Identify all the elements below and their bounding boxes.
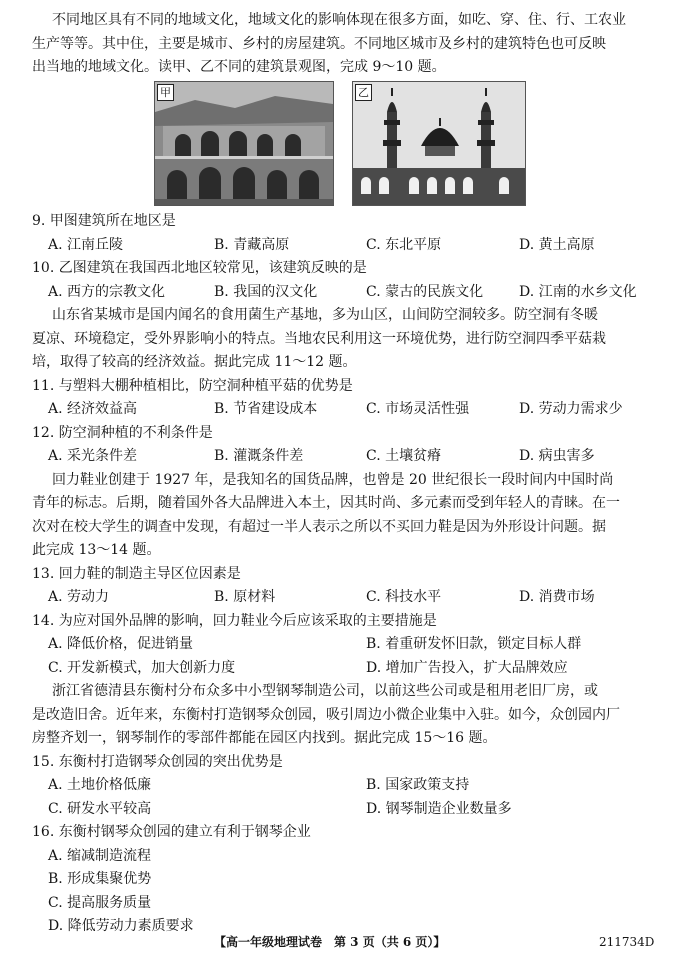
passage-2-line-3: 培，取得了较高的经济效益。据此完成 11～12 题。: [32, 354, 357, 370]
passage-4-line-3: 房整齐划一，钢琴制作的零部件都能在园区内找到。据此完成 15～16 题。: [32, 730, 497, 746]
question-15-option-d: D. 钢琴制造企业数量多: [366, 801, 512, 817]
intro-line-3: 出当地的地域文化。读甲、乙不同的建筑景观图，完成 9～10 题。: [32, 59, 446, 75]
question-10-stem: 10. 乙图建筑在我国西北地区较常见，该建筑反映的是: [32, 260, 367, 276]
figure-jia-cave-dwellings: [154, 81, 334, 206]
passage-3-line-3: 次对在校大学生的调查中发现，有超过一半人表示之所以不买回力鞋是因为外形设计问题。据: [32, 519, 606, 535]
question-16-option-b: B. 形成集聚优势: [48, 871, 152, 887]
passage-3-line-4: 此完成 13～14 题。: [32, 542, 161, 558]
question-11-stem: 11. 与塑料大棚种植相比，防空洞种植平菇的优势是: [32, 378, 353, 394]
question-15-option-a: A. 土地价格低廉: [48, 777, 152, 793]
question-9-stem: 9. 甲图建筑所在地区是: [32, 213, 176, 229]
question-13-option-d: D. 消费市场: [519, 589, 595, 605]
question-14-option-b: B. 着重研发怀旧款，锁定目标人群: [366, 636, 582, 652]
question-16-option-a: A. 缩减制造流程: [48, 848, 152, 864]
question-9-option-a: A. 江南丘陵: [48, 237, 124, 253]
question-14-option-d: D. 增加广告投入，扩大品牌效应: [366, 660, 568, 676]
mosque-photo: [353, 82, 525, 205]
page-footer-title: 【高一年级地理试卷 第 3 页（共 6 页）】: [214, 935, 446, 949]
question-13-option-b: B. 原材料: [214, 589, 276, 605]
question-10-option-d: D. 江南的水乡文化: [519, 284, 637, 300]
figure-yi-mosque: [352, 81, 526, 206]
question-12-stem: 12. 防空洞种植的不利条件是: [32, 425, 213, 441]
question-12-option-d: D. 病虫害多: [519, 448, 595, 464]
passage-4-line-2: 是改造旧舍。近年来，东衡村打造钢琴众创园，吸引周边小微企业集中入驻。如今，众创园内厂: [32, 707, 620, 723]
passage-2-line-2: 夏凉、环境稳定，受外界影响小的特点。当地农民利用这一环境优势，进行防空洞四季平菇栽: [32, 331, 606, 347]
question-16-stem: 16. 东衡村钢琴众创园的建立有利于钢琴企业: [32, 824, 311, 840]
figure-yi-label: 乙: [355, 84, 372, 101]
question-10-option-c: C. 蒙古的民族文化: [366, 284, 484, 300]
question-13-option-a: A. 劳动力: [48, 589, 110, 605]
question-13-stem: 13. 回力鞋的制造主导区位因素是: [32, 566, 241, 582]
question-11-option-a: A. 经济效益高: [48, 401, 138, 417]
page-footer-code: 211734D: [599, 935, 655, 949]
question-10-option-b: B. 我国的汉文化: [214, 284, 318, 300]
passage-4-line-1: 浙江省德清县东衡村分布众多中小型钢琴制造公司，以前这些公司或是租用老旧厂房，或: [52, 683, 598, 699]
question-13-option-c: C. 科技水平: [366, 589, 442, 605]
question-14-option-a: A. 降低价格，促进销量: [48, 636, 194, 652]
intro-line-1: 不同地区具有不同的地域文化，地域文化的影响体现在很多方面，如吃、穿、住、行、工农业: [52, 12, 626, 28]
passage-2-line-1: 山东省某城市是国内闻名的食用菌生产基地，多为山区，山间防空洞较多。防空洞有冬暖: [52, 307, 598, 323]
question-12-option-c: C. 土壤贫瘠: [366, 448, 442, 464]
question-15-stem: 15. 东衡村打造钢琴众创园的突出优势是: [32, 754, 283, 770]
question-16-option-c: C. 提高服务质量: [48, 895, 152, 911]
question-12-option-a: A. 采光条件差: [48, 448, 138, 464]
intro-line-2: 生产等等。其中住，主要是城市、乡村的房屋建筑。不同地区城市及乡村的建筑特色也可反映: [32, 36, 606, 52]
question-9-option-c: C. 东北平原: [366, 237, 442, 253]
question-15-option-b: B. 国家政策支持: [366, 777, 470, 793]
question-15-option-c: C. 研发水平较高: [48, 801, 152, 817]
figure-jia-label: 甲: [157, 84, 174, 101]
passage-3-line-2: 青年的标志。后期，随着国外各大品牌进入本土，因其时尚、多元素而受到年轻人的青睐。在一: [32, 495, 620, 511]
question-11-option-c: C. 市场灵活性强: [366, 401, 470, 417]
question-9-option-d: D. 黄土高原: [519, 237, 595, 253]
question-11-option-b: B. 节省建设成本: [214, 401, 318, 417]
question-14-option-c: C. 开发新模式，加大创新力度: [48, 660, 236, 676]
question-16-option-d: D. 降低劳动力素质要求: [48, 918, 194, 934]
question-11-option-d: D. 劳动力需求少: [519, 401, 623, 417]
cave-dwelling-photo: [155, 82, 333, 205]
passage-3-line-1: 回力鞋业创建于 1927 年，是我知名的国货品牌，也曾是 20 世纪很长一段时间内中国时尚: [52, 472, 614, 488]
question-9-option-b: B. 青藏高原: [214, 237, 290, 253]
question-14-stem: 14. 为应对国外品牌的影响，回力鞋业今后应该采取的主要措施是: [32, 613, 437, 629]
question-10-option-a: A. 西方的宗教文化: [48, 284, 166, 300]
question-12-option-b: B. 灌溉条件差: [214, 448, 304, 464]
